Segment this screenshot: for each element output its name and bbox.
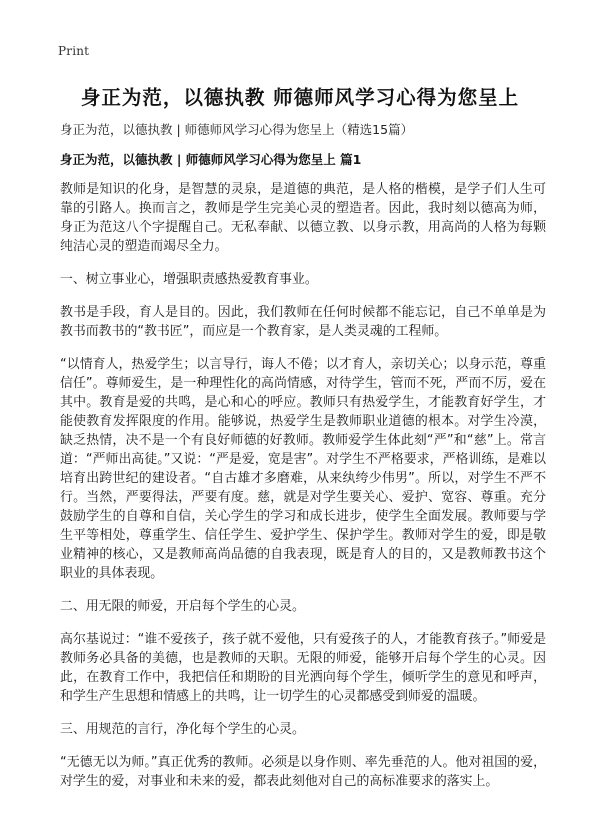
article-body <box>60 180 546 805</box>
intro-paragraph: 教师是知识的化身，是智慧的灵泉，是道德的典范，是人格的楷模，是学子们人生可靠的引路人。换而言之，教师是学生完美心灵的塑造者。因此，我时刻以德高为师，身正为范这八个字提醒自己。无私奉献、以德立教、以身示教，用高尚的人格为每颗纯洁心灵的塑造而竭尽全力。 <box>60 182 546 254</box>
print-label[interactable]: Print <box>58 44 90 58</box>
section-heading: 身正为范，以德执教 | 师德师风学习心得为您呈上 篇1 <box>60 152 362 167</box>
point-heading-2: 二、用无限的师爱，开启每个学生的心灵。 <box>60 599 305 614</box>
point-heading-1: 一、树立事业心，增强职责感热爱教育事业。 <box>60 272 318 287</box>
point-heading-3: 三、用规范的言行，净化每个学生的心灵。 <box>60 722 305 737</box>
paragraph-love-students: “以情育人，热爱学生；以言导行，诲人不倦；以才育人，亲切关心；以身示范，尊重信任”。尊师爱生，是一种理性化的高尚情感，对待学生，管而不死，严而不厉，爱在其中。教育是爱的共鸣，是心和心的呼应。教师只有热爱学生，才能教育好学生，才能使教育发挥限度的作用。能够说，热爱学生是教师职业道德的根本。对学生冷漠，缺乏热情，决不是一个有良好师德的好教师。教师爱学生体此刻“严”和“慈”上。常言道：“严师出高徒。”又说：“严是爱，宽是害”。对学生不严格要求，严格训练，是难以培育出跨世纪的建设者。“自古雄才多磨难，从来纨绔少伟男”。所以，对学生不严不行。当然，严要得法，严要有度。慈，就是对学生要关心、爱护、宽容、尊重。充分鼓励学生的自尊和自信，关心学生的学习和成长进步，使学生全面发展。教师要与学生平等相处，尊重学生、信任学生、爱护学生、保护学生。教师对学生的爱，即是敬业精神的核心，又是教师高尚品德的自我表现，既是育人的目的，又是教师教书这个职业的具体表现。 <box>60 357 546 581</box>
page-title: 身正为范，以德执教 师德师风学习心得为您呈上 <box>80 86 520 109</box>
paragraph-gorky-quote: 高尔基说过：“谁不爱孩子，孩子就不爱他，只有爱孩子的人，才能教育孩子。”师爱是教师务必具备的美德，也是教师的天职。无限的师爱，能够开启每个学生的心灵。因此，在教育工作中，我把信任和期盼的目光洒向每个学生，倾听学生的意见和呼声，和学生产生思想和情感上的共鸣，让一切学生的心灵都感受到师爱的温暖。 <box>60 632 546 704</box>
document-subtitle: 身正为范，以德执教 | 师德师风学习心得为您呈上（精选15篇） <box>60 122 414 137</box>
paragraph-teaching-purpose: 教书是手段，育人是目的。因此，我们教师在任何时候都不能忘记，自己不单单是为教书而教书的“教书匠”，而应是一个教育家，是人类灵魂的工程师。 <box>60 305 546 339</box>
paragraph-virtue: “无德无以为师。”真正优秀的教师。必须是以身作则、率先垂范的人。他对祖国的爱，对学生的爱，对事业和未来的爱，都表此刻他对自己的高标准要求的落实上。 <box>60 755 546 789</box>
